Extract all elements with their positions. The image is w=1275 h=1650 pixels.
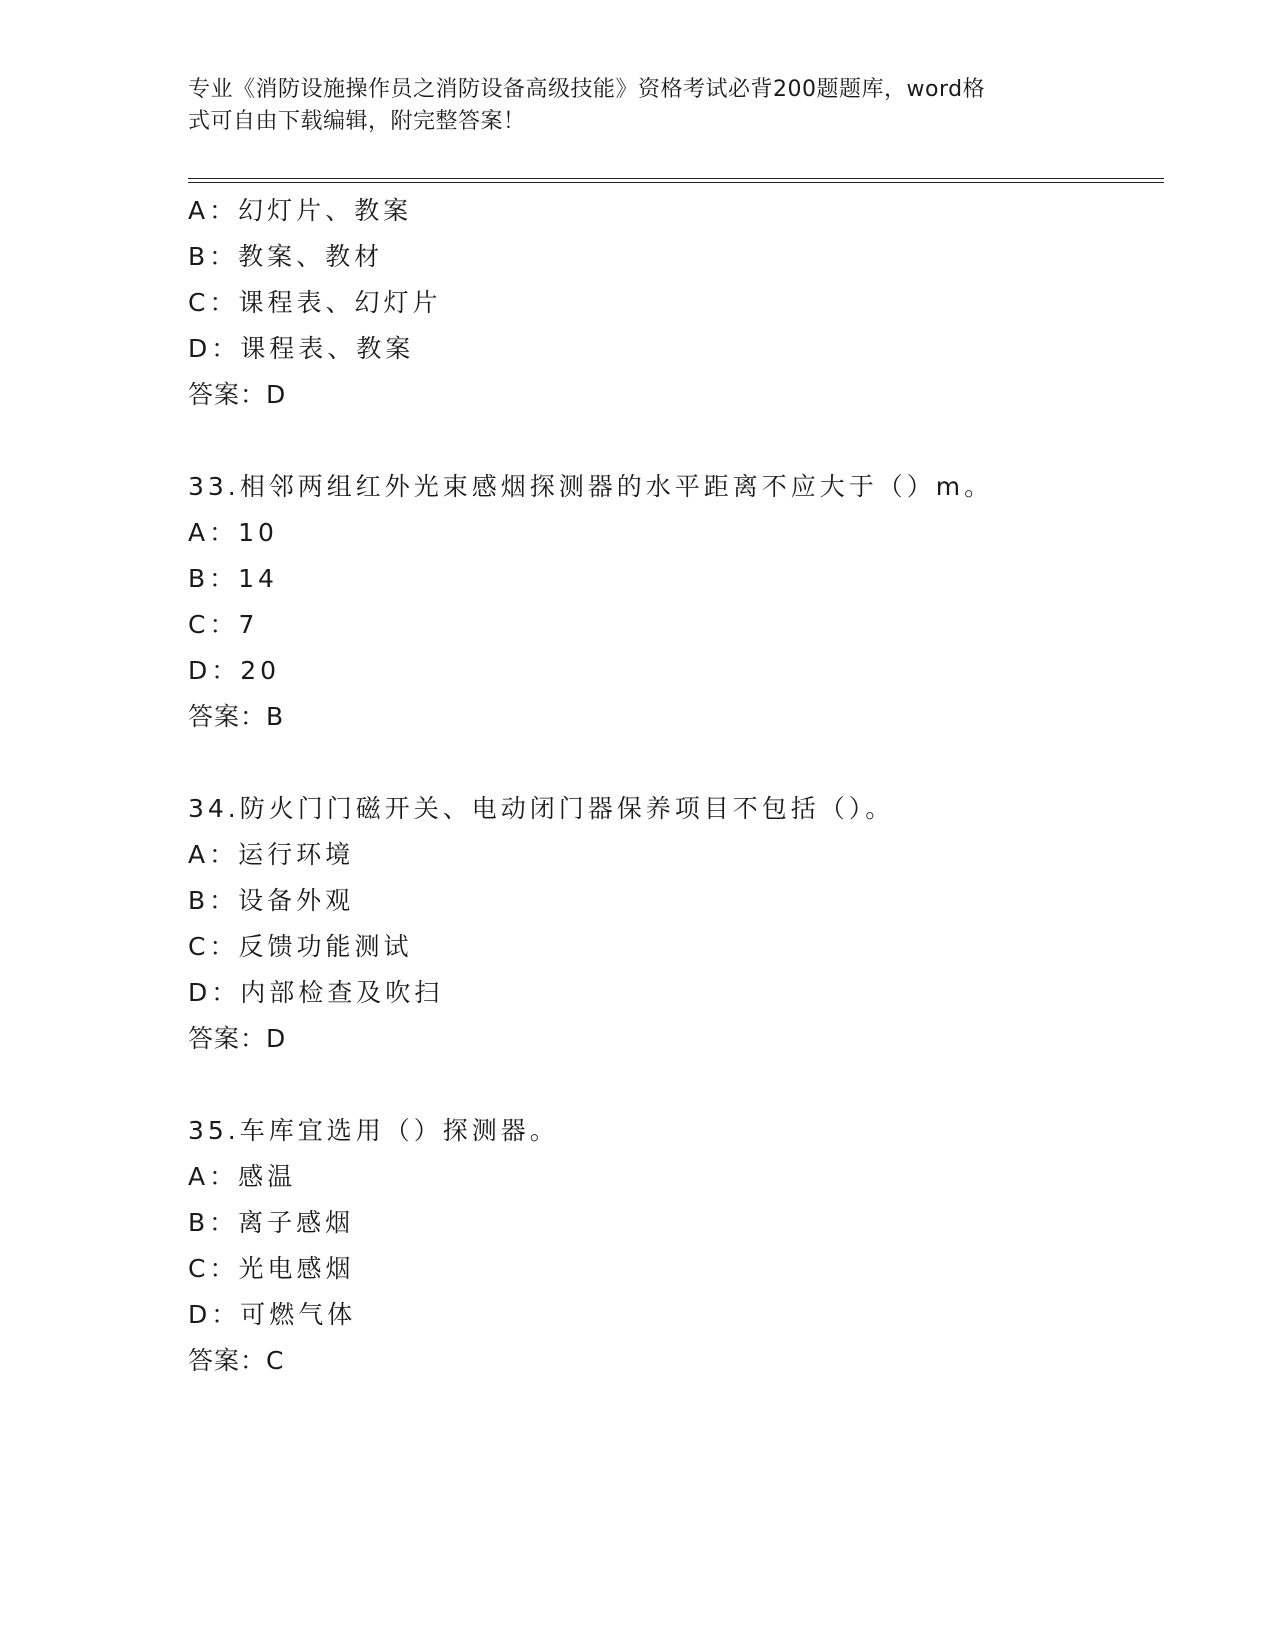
option-b: B：离子感烟	[188, 1208, 355, 1237]
document-header	[188, 74, 1078, 138]
header-divider-bottom	[188, 182, 1164, 183]
option-c: C：反馈功能测试	[188, 932, 413, 961]
spacer	[188, 1062, 1148, 1108]
answer: 答案：C	[188, 1346, 285, 1375]
question-text: 33.相邻两组红外光束感烟探测器的水平距离不应大于（）m。	[188, 472, 994, 501]
question-block	[188, 464, 1148, 740]
option-d: D：内部检查及吹扫	[188, 978, 444, 1007]
spacer	[188, 418, 1148, 464]
question-list	[188, 188, 1148, 1384]
option-b: B：教案、教材	[188, 242, 384, 271]
option-d: D：可燃气体	[188, 1300, 357, 1329]
header-line-1: 专业《消防设施操作员之消防设备高级技能》资格考试必背200题题库，word格	[188, 77, 986, 102]
option-c: C：课程表、幻灯片	[188, 288, 442, 317]
answer: 答案：D	[188, 380, 287, 409]
option-c: C：光电感烟	[188, 1254, 355, 1283]
question-block	[188, 188, 1148, 418]
option-a: A：运行环境	[188, 840, 355, 869]
option-d: D：课程表、教案	[188, 334, 415, 363]
spacer	[188, 740, 1148, 786]
option-d: D：20	[188, 656, 281, 685]
question-block	[188, 786, 1148, 1062]
option-b: B：设备外观	[188, 886, 355, 915]
option-a: A：10	[188, 518, 278, 547]
question-text: 35.车库宜选用（）探测器。	[188, 1116, 559, 1145]
header-divider-top	[188, 178, 1164, 179]
question-text: 34.防火门门磁开关、电动闭门器保养项目不包括（）。	[188, 794, 895, 823]
answer: 答案：D	[188, 1024, 287, 1053]
option-b: B：14	[188, 564, 278, 593]
question-block	[188, 1108, 1148, 1384]
option-a: A：感温	[188, 1162, 297, 1191]
header-line-2: 式可自由下载编辑，附完整答案！	[188, 109, 526, 134]
answer: 答案：B	[188, 702, 285, 731]
option-c: C：7	[188, 610, 259, 639]
option-a: A：幻灯片、教案	[188, 196, 413, 225]
